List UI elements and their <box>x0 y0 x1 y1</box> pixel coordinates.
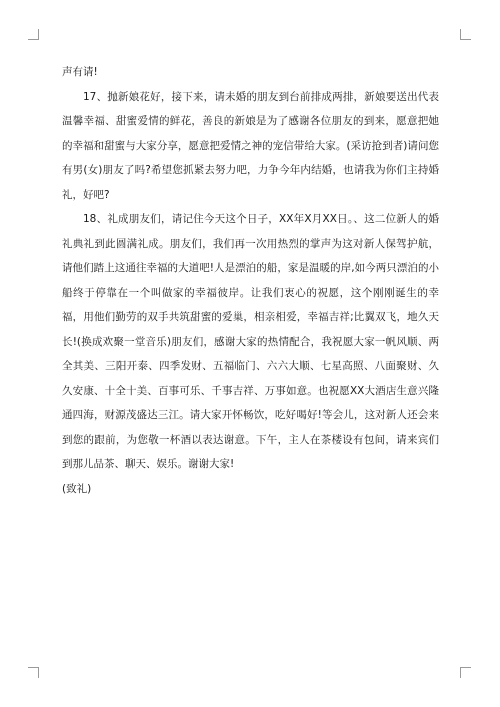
paragraph-closing-bow: (致礼) <box>62 482 92 495</box>
crop-mark-top-left <box>28 29 39 40</box>
paragraph-17-bouquet-toss: 17、抛新娘花好，接下来，请未婚的朋友到台前排成两排，新娘要送出代表温馨幸福、甜蜜爱情的鲜花，善良的新娘是为了感谢各位朋友的到来，愿意把她的幸福和甜蜜与大家分享，愿意把爱情之神的宠信带给大家。(采访抢到者)请问您有男(女)朋友了吗?希望您抓紧去努力吧，力争今年内结婚，也请我为你们主持婚礼，好吧? <box>62 90 439 201</box>
crop-mark-top-right <box>460 29 471 40</box>
crop-mark-bottom-right <box>460 667 471 678</box>
paragraph-18-ceremony-complete: 18、礼成朋友们，请记住今天这个日子，XX年X月XX日。、这二位新人的婚礼典礼到此圆满礼成。朋友们，我们再一次用热烈的掌声为这对新人保驾护航，请他们踏上这通往幸福的大道吧!人是漂泊的船，家是温暖的岸,如今两只漂泊的小船终于停靠在一个叫做家的幸福彼岸。让我们衷心的祝愿，这个刚刚诞生的幸福，用他们勤劳的双手共筑甜蜜的爱巢，相亲相爱，幸福吉祥;比翼双飞，地久天长!(换成欢聚一堂音乐)朋友们，感谢大家的热情配合，我祝愿大家一帆风顺、两全其美、三阳开泰、四季发财、五福临门、六六大顺、七星高照、八面聚财、久久安康、十全十美、百事可乐、千事吉祥、万事如意。也祝愿XX大酒店生意兴隆通四海，财源茂盛达三江。请大家开怀畅饮，吃好喝好!等会儿，这对新人还会来到您的跟前，为您敬一杯酒以表达谢意。下午，主人在茶楼设有包间，请来宾们到那儿品茶、聊天、娱乐。谢谢大家! <box>62 213 439 470</box>
crop-mark-bottom-left <box>28 667 39 678</box>
paragraph-continuation: 声有请! <box>62 66 98 78</box>
document-body <box>62 60 439 501</box>
